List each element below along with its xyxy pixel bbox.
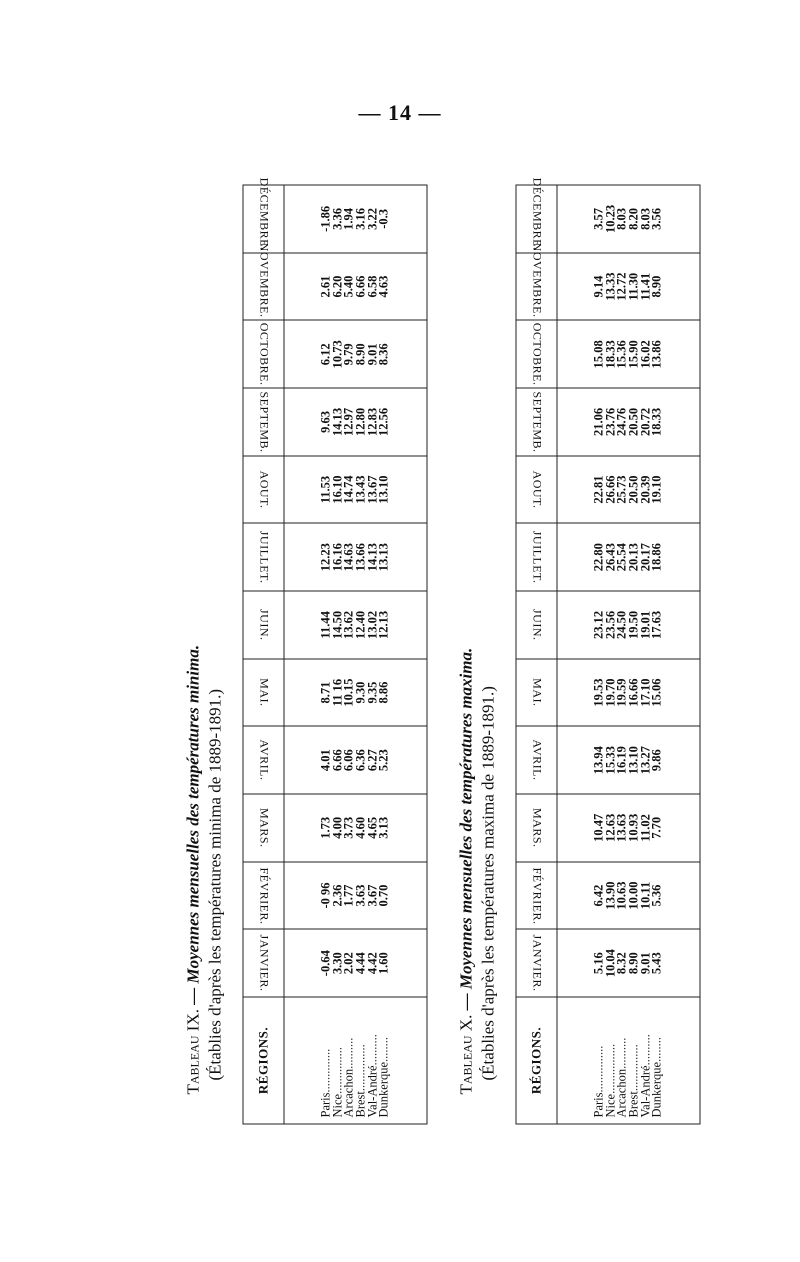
temperature-value: 12.80	[353, 407, 368, 436]
month-label: AVRIL.	[530, 739, 544, 781]
temperature-value: 1.77	[341, 884, 356, 907]
temperature-value: 18.86	[649, 543, 664, 572]
temperature-value: 15.08	[591, 340, 606, 369]
month-header	[243, 177, 284, 253]
table-x-block	[456, 177, 701, 1125]
temperature-value: 16.02	[638, 340, 653, 369]
temperature-value: 8.20	[626, 207, 641, 230]
month-values-cell	[557, 929, 700, 997]
temperature-value: 13.86	[649, 340, 664, 369]
leader-dots: ..............	[318, 1048, 333, 1093]
value-stack	[318, 727, 391, 794]
temperature-value: 12.40	[353, 610, 368, 639]
temperature-value: 9.79	[341, 343, 356, 366]
month-label: DÉCEMBRE.	[530, 177, 544, 251]
month-label: JUILLET.	[530, 530, 544, 584]
temperature-value: 10.73	[330, 340, 345, 369]
table-ix-subtitle: (Établies d'après les températures minima de 1889-1891.)	[205, 688, 225, 1081]
month-header	[516, 726, 557, 794]
temperature-value: 2.36	[330, 884, 345, 907]
month-header	[516, 591, 557, 659]
leader-dots: ..........	[341, 1037, 356, 1069]
temperature-value: 2.61	[318, 275, 333, 298]
temperature-value: 9.35	[365, 681, 380, 704]
temperature-value: 15.33	[603, 746, 618, 775]
temperature-value: 3.30	[330, 952, 345, 975]
value-stack	[318, 592, 391, 659]
table-ix-header-row	[243, 185, 284, 1124]
regions-header: RÉGIONS.	[243, 997, 284, 1124]
temperature-value: 4.63	[376, 275, 391, 298]
temperature-value: 8.03	[614, 207, 629, 230]
temperature-value: 16.10	[330, 475, 345, 504]
temperature-value: 22.81	[591, 475, 606, 504]
temperature-value: 20.13	[626, 543, 641, 572]
month-values-cell	[557, 726, 700, 794]
month-header	[243, 794, 284, 862]
month-values-cell	[284, 929, 427, 997]
leader-dots: ..........	[614, 1037, 629, 1069]
temperature-value: 25.54	[614, 543, 629, 572]
temperature-value: 15.90	[626, 340, 641, 369]
month-label: FÉVRIER.	[257, 867, 271, 925]
temperature-value: 13.27	[638, 746, 653, 775]
table-x-subtitle: (Établies d'après les températures maxima de 1889-1891.)	[478, 686, 498, 1081]
month-label: NOVEMBRE.	[530, 243, 544, 318]
region-label: Dunkerque	[376, 1061, 391, 1118]
month-values-cell	[284, 591, 427, 659]
temperature-value: -0.3	[376, 209, 391, 229]
month-header	[243, 523, 284, 591]
month-header	[516, 177, 557, 253]
table-x	[516, 177, 701, 1125]
temperature-value: 11.44	[318, 611, 333, 639]
regions-header: RÉGIONS.	[516, 997, 557, 1124]
temperature-value: 26.43	[603, 543, 618, 572]
temperature-value: 11.41	[638, 272, 653, 301]
month-label: AOUT.	[530, 470, 544, 509]
month-header	[516, 862, 557, 930]
temperature-value: 24.76	[614, 407, 629, 436]
value-stack	[591, 456, 664, 523]
temperature-value: 16.16	[330, 543, 345, 572]
month-header	[516, 794, 557, 862]
temperature-value: 22.80	[591, 543, 606, 572]
region-label: Paris	[591, 1092, 606, 1118]
temperature-value: 8.03	[638, 207, 653, 230]
month-values-cell	[557, 185, 700, 253]
temperature-value: 17.10	[638, 678, 653, 707]
temperature-value: 20.39	[638, 475, 653, 504]
month-label: FÉVRIER.	[530, 867, 544, 925]
month-values-cell	[284, 794, 427, 862]
temperature-value: 14.50	[330, 610, 345, 639]
leader-dots: ........	[649, 1036, 664, 1062]
temperature-value: 13.63	[614, 813, 629, 842]
month-values-cell	[284, 659, 427, 727]
table-x-titles	[456, 185, 516, 1125]
value-stack	[318, 253, 391, 320]
region-label: Paris	[318, 1092, 333, 1118]
temperature-value: 19.53	[591, 678, 606, 707]
region-list	[591, 998, 664, 1118]
temperature-value: 26.66	[603, 475, 618, 504]
temperature-value: 3.56	[649, 207, 664, 230]
leader-dots: ...............	[353, 1044, 368, 1092]
table-ix-block	[183, 177, 428, 1125]
temperature-value: 3.36	[330, 207, 345, 230]
leader-dots: ..........	[365, 1034, 380, 1066]
temperature-value: 5.40	[341, 275, 356, 298]
value-stack	[591, 186, 664, 253]
region-name	[376, 1036, 391, 1118]
table-x-header-row	[516, 185, 557, 1124]
month-values-cell	[557, 523, 700, 591]
value-stack	[318, 321, 391, 388]
table-x-label: Tableau X.	[456, 1014, 476, 1095]
temperature-value: 13.90	[603, 881, 618, 910]
temperature-value: 15.36	[614, 340, 629, 369]
month-values-cell	[284, 253, 427, 321]
leader-dots: ...............	[626, 1044, 641, 1092]
temperature-value: 4.44	[353, 952, 368, 975]
month-header	[516, 456, 557, 524]
temperature-value: 9.01	[638, 952, 653, 975]
month-values-cell	[284, 456, 427, 524]
temperature-value: 25.73	[614, 475, 629, 504]
temperature-value: 14.13	[365, 543, 380, 572]
temperature-value: 6.66	[353, 275, 368, 298]
temperature-value: 10.93	[626, 813, 641, 842]
month-values-cell	[557, 388, 700, 456]
temperature-value: 13.10	[626, 746, 641, 775]
value-stack	[591, 253, 664, 320]
temperature-value: 6.36	[353, 749, 368, 772]
temperature-value: 3.13	[376, 816, 391, 839]
month-label: JANVIER.	[257, 934, 271, 992]
temperature-value: 3.63	[353, 884, 368, 907]
table-ix-name: — Moyennes mensuelles des températures minima.	[183, 644, 203, 1005]
temperature-value: 5.23	[376, 749, 391, 772]
temperature-value: 8.71	[318, 681, 333, 704]
temperature-value: 1.94	[341, 207, 356, 230]
temperature-value: 6.20	[330, 275, 345, 298]
table-ix-titles	[183, 185, 243, 1125]
month-values-cell	[284, 726, 427, 794]
region-label: Nice	[603, 1093, 618, 1118]
temperature-value: 12.63	[603, 813, 618, 842]
temperature-value: 10.00	[626, 881, 641, 910]
temperature-value: 7.70	[649, 816, 664, 839]
value-stack	[591, 592, 664, 659]
month-values-cell	[557, 253, 700, 321]
month-values-cell	[284, 388, 427, 456]
temperature-value: 2.02	[341, 952, 356, 975]
region-label: Val-André	[638, 1065, 653, 1118]
region-label: Arcachon	[341, 1068, 356, 1118]
temperature-value: 13.02	[365, 610, 380, 639]
temperature-value: 14.13	[330, 407, 345, 436]
month-header	[243, 243, 284, 321]
temperature-value: 24.50	[614, 610, 629, 639]
temperature-value: 4.42	[365, 952, 380, 975]
temperature-value: 19.70	[603, 678, 618, 707]
temperature-value: 5.43	[649, 952, 664, 975]
temperature-value: 23.76	[603, 407, 618, 436]
temperature-value: 10.47	[591, 813, 606, 842]
temperature-value: 1.73	[318, 816, 333, 839]
temperature-value: 23.12	[591, 610, 606, 639]
temperature-value: 18.33	[649, 407, 664, 436]
temperature-value: 11.30	[626, 272, 641, 301]
table-ix	[243, 177, 428, 1125]
month-values-cell	[284, 862, 427, 930]
region-label: Dunkerque	[649, 1061, 664, 1118]
month-label: SEPTEMB.	[257, 391, 271, 453]
month-header	[243, 929, 284, 997]
table-x-body-row	[557, 185, 700, 1124]
region-list	[318, 998, 391, 1118]
table-ix-title	[183, 185, 205, 1095]
temperature-value: 19.59	[614, 678, 629, 707]
value-stack	[318, 186, 391, 253]
region-label: Brest	[626, 1091, 641, 1118]
month-header	[243, 591, 284, 659]
month-label: JANVIER.	[530, 934, 544, 992]
value-stack	[591, 930, 664, 997]
temperature-value: 9.01	[365, 343, 380, 366]
value-stack	[591, 524, 664, 591]
temperature-value: 8.90	[626, 952, 641, 975]
value-stack	[591, 795, 664, 862]
value-stack	[591, 321, 664, 388]
month-values-cell	[557, 456, 700, 524]
value-stack	[318, 456, 391, 523]
table-ix-body-row	[284, 185, 427, 1124]
temperature-value: 14.74	[341, 475, 356, 504]
temperature-value: 16.19	[614, 746, 629, 775]
month-values-cell	[557, 862, 700, 930]
temperature-value: 1.60	[376, 952, 391, 975]
month-header	[516, 388, 557, 456]
month-values-cell	[557, 794, 700, 862]
month-label: NOVEMBRE.	[257, 243, 271, 318]
value-stack	[591, 389, 664, 456]
temperature-value: 12.23	[318, 543, 333, 572]
temperature-value: 13.43	[353, 475, 368, 504]
table-x-name: — Moyennes mensuelles des températures maxima.	[456, 647, 476, 1011]
month-header	[516, 320, 557, 388]
temperature-value: 6.06	[341, 749, 356, 772]
temperature-value: 14.63	[341, 543, 356, 572]
month-header	[243, 726, 284, 794]
month-values-cell	[284, 320, 427, 388]
temperature-value: 13.13	[376, 543, 391, 572]
month-header	[516, 929, 557, 997]
temperature-value: 6.66	[330, 749, 345, 772]
temperature-value: -1.86	[318, 205, 333, 232]
table-ix-label: Tableau IX.	[183, 1009, 203, 1095]
month-header	[243, 456, 284, 524]
month-label: AOUT.	[257, 470, 271, 509]
temperature-value: 19.10	[649, 475, 664, 504]
temperature-value: 12.72	[614, 272, 629, 301]
temperature-value: 6.58	[365, 275, 380, 298]
month-values-cell	[284, 523, 427, 591]
month-values-cell	[557, 320, 700, 388]
region-label: Nice	[330, 1093, 345, 1118]
value-stack	[318, 862, 391, 929]
temperature-value: 13.10	[376, 475, 391, 504]
temperature-value: 8.86	[376, 681, 391, 704]
region-list-cell	[284, 997, 427, 1124]
temperature-value: 17.63	[649, 610, 664, 639]
region-label: Brest	[353, 1091, 368, 1118]
temperature-value: 3.16	[353, 207, 368, 230]
temperature-value: 11.53	[318, 475, 333, 504]
month-label: MAI.	[530, 678, 544, 707]
value-stack	[318, 659, 391, 726]
month-values-cell	[557, 659, 700, 727]
temperature-value: 3.73	[341, 816, 356, 839]
month-header	[243, 862, 284, 930]
temperature-value: 20.72	[638, 407, 653, 436]
temperature-value: 13.33	[603, 272, 618, 301]
temperature-value: 4.65	[365, 816, 380, 839]
temperature-value: 20.17	[638, 543, 653, 572]
temperature-value: 3.57	[591, 207, 606, 230]
month-values-cell	[284, 185, 427, 253]
region-label: Val-André	[365, 1065, 380, 1118]
month-label: SEPTEMB.	[530, 391, 544, 453]
value-stack	[591, 862, 664, 929]
month-label: OCTOBRE.	[257, 322, 271, 386]
month-header	[516, 243, 557, 321]
month-values-cell	[557, 591, 700, 659]
temperature-value: 12.13	[376, 610, 391, 639]
temperature-value: 19.01	[638, 610, 653, 639]
temperature-value: 3.67	[365, 884, 380, 907]
temperature-value: 12.83	[365, 407, 380, 436]
temperature-value: 9.86	[649, 749, 664, 772]
value-stack	[591, 727, 664, 794]
temperature-value: 12.97	[341, 407, 356, 436]
temperature-value: 6.27	[365, 749, 380, 772]
temperature-value: 3.22	[365, 207, 380, 230]
month-label: MAI.	[257, 678, 271, 707]
value-stack	[318, 389, 391, 456]
temperature-value: 4.60	[353, 816, 368, 839]
temperature-value: 23.56	[603, 610, 618, 639]
temperature-value: 9.63	[318, 410, 333, 433]
leader-dots: ...............	[330, 1047, 345, 1094]
page-number: — 14 —	[358, 100, 442, 125]
month-header	[516, 659, 557, 727]
value-stack	[318, 795, 391, 862]
temperature-value: 6.12	[318, 343, 333, 366]
value-stack	[318, 524, 391, 591]
month-header	[243, 320, 284, 388]
month-label: DÉCEMBRE.	[257, 177, 271, 251]
month-label: JUILLET.	[257, 530, 271, 584]
temperature-value: 10.04	[603, 949, 618, 978]
leader-dots: ...............	[591, 1045, 606, 1093]
leader-dots: ........	[376, 1036, 391, 1062]
month-label: OCTOBRE.	[530, 322, 544, 386]
temperature-value: 5.36	[649, 884, 664, 907]
temperature-value: 6.42	[591, 884, 606, 907]
temperature-value: 8.90	[649, 275, 664, 298]
month-label: MARS.	[257, 808, 271, 848]
temperature-value: 9.30	[353, 681, 368, 704]
temperature-value: 10.11	[638, 881, 653, 910]
temperature-value: 13.94	[591, 746, 606, 775]
temperature-value: 13.62	[341, 610, 356, 639]
month-label: JUIN.	[257, 609, 271, 641]
temperature-value: 11 16	[330, 678, 345, 707]
temperature-value: 4.00	[330, 816, 345, 839]
region-label: Arcachon	[614, 1068, 629, 1118]
month-label: AVRIL.	[257, 739, 271, 781]
value-stack	[318, 930, 391, 997]
temperature-value: 19.50	[626, 610, 641, 639]
temperature-value: 9.14	[591, 275, 606, 298]
temperature-value: 10.15	[341, 678, 356, 707]
table-x-title	[456, 185, 478, 1095]
value-stack	[591, 659, 664, 726]
temperature-value: 20.50	[626, 475, 641, 504]
temperature-value: 18.33	[603, 340, 618, 369]
temperature-value: 5.16	[591, 952, 606, 975]
temperature-value: 20.50	[626, 407, 641, 436]
month-label: MARS.	[530, 808, 544, 848]
temperature-value: 15.06	[649, 678, 664, 707]
month-header	[516, 523, 557, 591]
leader-dots: ..........	[638, 1034, 653, 1066]
temperature-value: 8.90	[353, 343, 368, 366]
temperature-value: 8.32	[614, 952, 629, 975]
temperature-value: 10.63	[614, 881, 629, 910]
region-list-cell	[557, 997, 700, 1124]
temperature-value: 12.56	[376, 407, 391, 436]
leader-dots: ................	[603, 1043, 618, 1094]
temperature-value: 11.02	[638, 814, 653, 842]
temperature-value: 0.70	[376, 884, 391, 907]
region-name	[649, 1036, 664, 1118]
temperature-value: 21.06	[591, 407, 606, 436]
temperature-value: 13.67	[365, 475, 380, 504]
temperature-value: -0 96	[318, 882, 333, 909]
month-header	[243, 659, 284, 727]
temperature-value: -0.64	[318, 950, 333, 977]
temperature-value: 13.66	[353, 543, 368, 572]
temperature-value: 16.66	[626, 678, 641, 707]
temperature-value: 4.01	[318, 749, 333, 772]
temperature-value: 8.36	[376, 343, 391, 366]
month-header	[243, 388, 284, 456]
month-label: JUIN.	[530, 609, 544, 641]
temperature-value: 10.23	[603, 204, 618, 233]
